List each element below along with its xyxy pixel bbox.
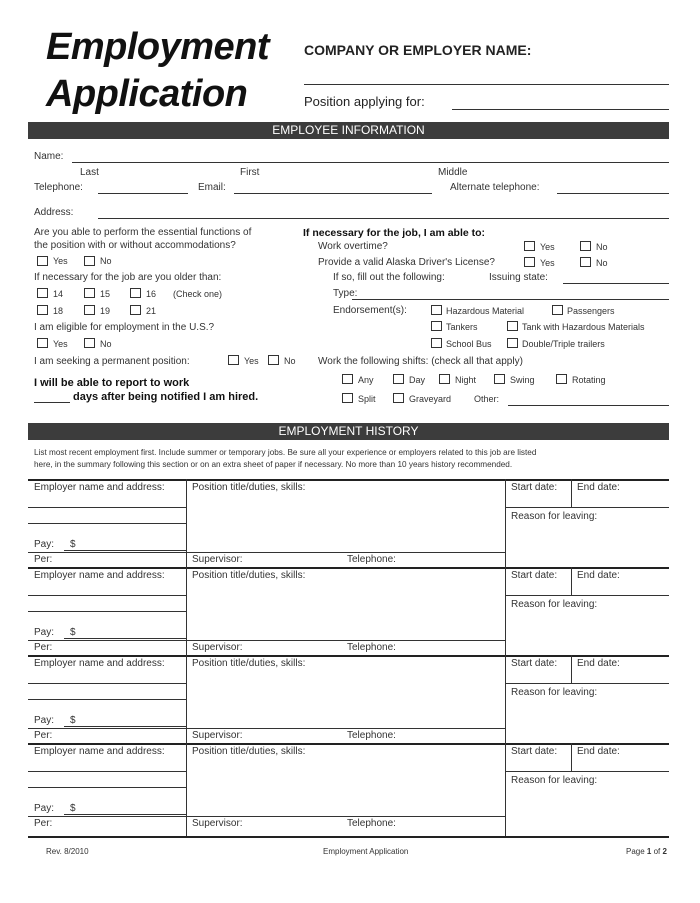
shift-rotating-label: Rotating (572, 375, 606, 385)
history-block-2-divider-left (186, 567, 187, 655)
start-date-label: Start date: (511, 658, 558, 669)
telephone-field[interactable] (98, 193, 188, 194)
position-duties-label: Position title/duties, skills: (192, 658, 306, 669)
history-block-2-divider-dates (571, 567, 572, 595)
alt-telephone-field[interactable] (557, 193, 669, 194)
history-block-3-divider-left (186, 655, 187, 743)
endorsement-label: Endorsement(s): (333, 305, 407, 316)
pay-label: Pay: (34, 715, 55, 726)
shift-other-label: Other: (474, 394, 500, 404)
employer-address-line[interactable] (28, 771, 186, 772)
supervisor-label: Supervisor: (192, 730, 243, 741)
license-yes-checkbox[interactable] (524, 257, 535, 267)
passengers-label: Passengers (567, 306, 615, 316)
eligible-no-label: No (100, 339, 112, 349)
history-block-4-divider-left (186, 743, 187, 836)
form-title-line2: Application (46, 73, 248, 115)
pay-dollar-sign: $ (70, 539, 76, 550)
supervisor-row-line (28, 640, 505, 641)
page-number: 1 (646, 847, 652, 856)
double-triple-checkbox[interactable] (507, 338, 518, 348)
supervisor-label: Supervisor: (192, 818, 243, 829)
permanent-label: I am seeking a permanent position: (34, 356, 190, 367)
essential-no-label: No (100, 256, 112, 266)
name-label: Name: (34, 151, 64, 162)
shift-split-checkbox[interactable] (342, 393, 353, 403)
issuing-state-field[interactable] (563, 283, 669, 284)
employer-address-line[interactable] (28, 595, 186, 596)
employer-address-line[interactable] (28, 507, 186, 508)
age-15-label: 15 (100, 289, 111, 299)
pay-field[interactable] (64, 726, 186, 727)
revision-note: Rev. 8/2010 (46, 847, 89, 856)
per-label: Per: (34, 642, 53, 653)
history-block-3-top-border (28, 655, 669, 657)
company-label: COMPANY OR EMPLOYER NAME: (304, 42, 532, 58)
license-type-field[interactable] (352, 299, 669, 300)
employer-address-line[interactable] (28, 523, 186, 524)
essential-yes-label: Yes (53, 256, 68, 266)
tank-hazmat-label: Tank with Hazardous Materials (522, 322, 645, 332)
age-18-label: 18 (53, 306, 64, 316)
issuing-state-label: Issuing state: (489, 272, 548, 283)
position-duties-label: Position title/duties, skills: (192, 746, 306, 757)
age-15-checkbox[interactable] (84, 288, 95, 298)
pay-dollar-sign: $ (70, 803, 76, 814)
report-days-field[interactable] (34, 402, 70, 403)
license-no-checkbox[interactable] (580, 257, 591, 267)
position-field[interactable] (452, 109, 669, 110)
pay-dollar-sign: $ (70, 715, 76, 726)
form-title-line1: Employment (46, 26, 270, 68)
report-to-work-line2: days after being notified I am hired. (73, 391, 259, 403)
shifts-label: Work the following shifts: (check all that apply) (318, 356, 523, 367)
last-name-caption: Last (80, 167, 99, 178)
shift-graveyard-checkbox[interactable] (393, 393, 404, 403)
check-one-note: (Check one) (173, 289, 223, 299)
age-14-checkbox[interactable] (37, 288, 48, 298)
permanent-yes-checkbox[interactable] (228, 355, 239, 365)
reason-leaving-label: Reason for leaving: (511, 511, 598, 522)
end-date-label: End date: (577, 570, 620, 581)
pay-field[interactable] (64, 814, 186, 815)
start-date-label: Start date: (511, 746, 558, 757)
start-date-label: Start date: (511, 482, 558, 493)
supervisor-label: Supervisor: (192, 642, 243, 653)
shift-day-checkbox[interactable] (393, 374, 404, 384)
eligible-yes-label: Yes (53, 339, 68, 349)
supervisor-telephone-label: Telephone: (347, 642, 396, 653)
supervisor-row-line (28, 552, 505, 553)
employer-address-line[interactable] (28, 683, 186, 684)
shift-night-checkbox[interactable] (439, 374, 450, 384)
pay-label: Pay: (34, 539, 55, 550)
shift-swing-checkbox[interactable] (494, 374, 505, 384)
license-type-label: Type: (333, 288, 358, 299)
essential-no-checkbox[interactable] (84, 256, 95, 266)
employer-name-label: Employer name and address: (34, 482, 165, 493)
history-block-1-divider-left (186, 479, 187, 567)
supervisor-telephone-label: Telephone: (347, 554, 396, 565)
report-to-work-line1: I will be able to report to work (34, 377, 190, 389)
date-row-line (505, 683, 669, 684)
overtime-yes-checkbox[interactable] (524, 241, 535, 251)
supervisor-telephone-label: Telephone: (347, 818, 396, 829)
history-block-4-divider-dates (571, 743, 572, 771)
overtime-no-label: No (596, 242, 608, 252)
position-duties-label: Position title/duties, skills: (192, 570, 306, 581)
reason-leaving-label: Reason for leaving: (511, 599, 598, 610)
tankers-label: Tankers (446, 322, 478, 332)
end-date-label: End date: (577, 482, 620, 493)
history-instructions-line1: List most recent employment first. Include summer or temporary jobs. Be sure all your experience or employers related to this job are listed (34, 448, 537, 457)
page-of: of (651, 847, 663, 856)
eligible-no-checkbox[interactable] (84, 338, 95, 348)
age-18-checkbox[interactable] (37, 305, 48, 315)
overtime-yes-label: Yes (540, 242, 555, 252)
supervisor-telephone-label: Telephone: (347, 730, 396, 741)
essential-question-line2: the position with or without accommodations? (34, 240, 236, 251)
pay-label: Pay: (34, 627, 55, 638)
history-block-4-top-border (28, 743, 669, 745)
shift-swing-label: Swing (510, 375, 535, 385)
older-than-label: If necessary for the job are you older than: (34, 272, 222, 283)
history-block-4-divider-right (505, 743, 506, 836)
history-block-2-top-border (28, 567, 669, 569)
position-duties-label: Position title/duties, skills: (192, 482, 306, 493)
telephone-label: Telephone: (34, 182, 83, 193)
footer-form-name: Employment Application (323, 847, 409, 856)
fill-following-label: If so, fill out the following: (333, 272, 445, 283)
shift-split-label: Split (358, 394, 376, 404)
date-row-line (505, 771, 669, 772)
employer-name-label: Employer name and address: (34, 570, 165, 581)
age-16-label: 16 (146, 289, 157, 299)
passengers-checkbox[interactable] (552, 305, 563, 315)
school-bus-checkbox[interactable] (431, 338, 442, 348)
pay-label: Pay: (34, 803, 55, 814)
employer-name-label: Employer name and address: (34, 658, 165, 669)
permanent-yes-label: Yes (244, 356, 259, 366)
eligible-label: I am eligible for employment in the U.S.? (34, 322, 215, 333)
hazmat-checkbox[interactable] (431, 305, 442, 315)
age-21-label: 21 (146, 306, 157, 316)
company-name-field[interactable] (304, 84, 669, 85)
able-to-heading: If necessary for the job, I am able to: (303, 227, 486, 239)
eligible-yes-checkbox[interactable] (37, 338, 48, 348)
middle-name-caption: Middle (438, 167, 468, 178)
history-block-3-divider-right (505, 655, 506, 743)
age-21-checkbox[interactable] (130, 305, 141, 315)
essential-yes-checkbox[interactable] (37, 256, 48, 266)
employee-info-band: EMPLOYEE INFORMATION (28, 122, 669, 139)
page-prefix: Page (626, 847, 647, 856)
permanent-no-label: No (284, 356, 296, 366)
pay-field[interactable] (64, 550, 186, 551)
alt-telephone-label: Alternate telephone: (450, 182, 540, 193)
license-label: Provide a valid Alaska Driver's License? (318, 257, 495, 268)
shift-rotating-checkbox[interactable] (556, 374, 567, 384)
employer-name-label: Employer name and address: (34, 746, 165, 757)
age-19-label: 19 (100, 306, 111, 316)
per-label: Per: (34, 730, 53, 741)
history-table-bottom-border (28, 836, 669, 838)
email-field[interactable] (234, 193, 432, 194)
shift-any-checkbox[interactable] (342, 374, 353, 384)
history-block-3-divider-dates (571, 655, 572, 683)
shift-graveyard-label: Graveyard (409, 394, 452, 404)
address-field[interactable] (98, 218, 669, 219)
per-label: Per: (34, 554, 53, 565)
license-no-label: No (596, 258, 608, 268)
page-indicator (626, 847, 667, 856)
email-label: Email: (198, 182, 226, 193)
page-total: 2 (662, 847, 667, 856)
employment-history-band: EMPLOYMENT HISTORY (28, 423, 669, 440)
double-triple-label: Double/Triple trailers (522, 339, 605, 349)
history-block-1-top-border (28, 479, 669, 481)
supervisor-label: Supervisor: (192, 554, 243, 565)
overtime-label: Work overtime? (318, 241, 388, 252)
shift-day-label: Day (409, 375, 426, 385)
employer-address-line[interactable] (28, 699, 186, 700)
license-yes-label: Yes (540, 258, 555, 268)
end-date-label: End date: (577, 746, 620, 757)
position-label: Position applying for: (304, 94, 425, 109)
history-instructions-line2: here, in the summary following this section or on an extra sheet of paper if necessary. No more than 10 years history recommended. (34, 460, 513, 469)
first-name-caption: First (240, 167, 260, 178)
shift-any-label: Any (358, 375, 374, 385)
supervisor-row-line (28, 816, 505, 817)
shift-night-label: Night (455, 375, 477, 385)
reason-leaving-label: Reason for leaving: (511, 775, 598, 786)
history-block-1-divider-right (505, 479, 506, 567)
history-block-2-divider-right (505, 567, 506, 655)
school-bus-label: School Bus (446, 339, 492, 349)
history-block-1-divider-dates (571, 479, 572, 507)
employer-address-line[interactable] (28, 611, 186, 612)
essential-question-line1: Are you able to perform the essential functions of (34, 227, 252, 238)
employer-address-line[interactable] (28, 787, 186, 788)
hazmat-label: Hazardous Material (446, 306, 525, 316)
start-date-label: Start date: (511, 570, 558, 581)
per-label: Per: (34, 818, 53, 829)
shift-other-field[interactable] (508, 405, 669, 406)
age-14-label: 14 (53, 289, 64, 299)
age-16-checkbox[interactable] (130, 288, 141, 298)
end-date-label: End date: (577, 658, 620, 669)
reason-leaving-label: Reason for leaving: (511, 687, 598, 698)
address-label: Address: (34, 207, 74, 218)
supervisor-row-line (28, 728, 505, 729)
pay-field[interactable] (64, 638, 186, 639)
pay-dollar-sign: $ (70, 627, 76, 638)
name-field[interactable] (72, 162, 669, 163)
permanent-no-checkbox[interactable] (268, 355, 279, 365)
overtime-no-checkbox[interactable] (580, 241, 591, 251)
tank-hazmat-checkbox[interactable] (507, 321, 518, 331)
date-row-line (505, 507, 669, 508)
tankers-checkbox[interactable] (431, 321, 442, 331)
date-row-line (505, 595, 669, 596)
age-19-checkbox[interactable] (84, 305, 95, 315)
